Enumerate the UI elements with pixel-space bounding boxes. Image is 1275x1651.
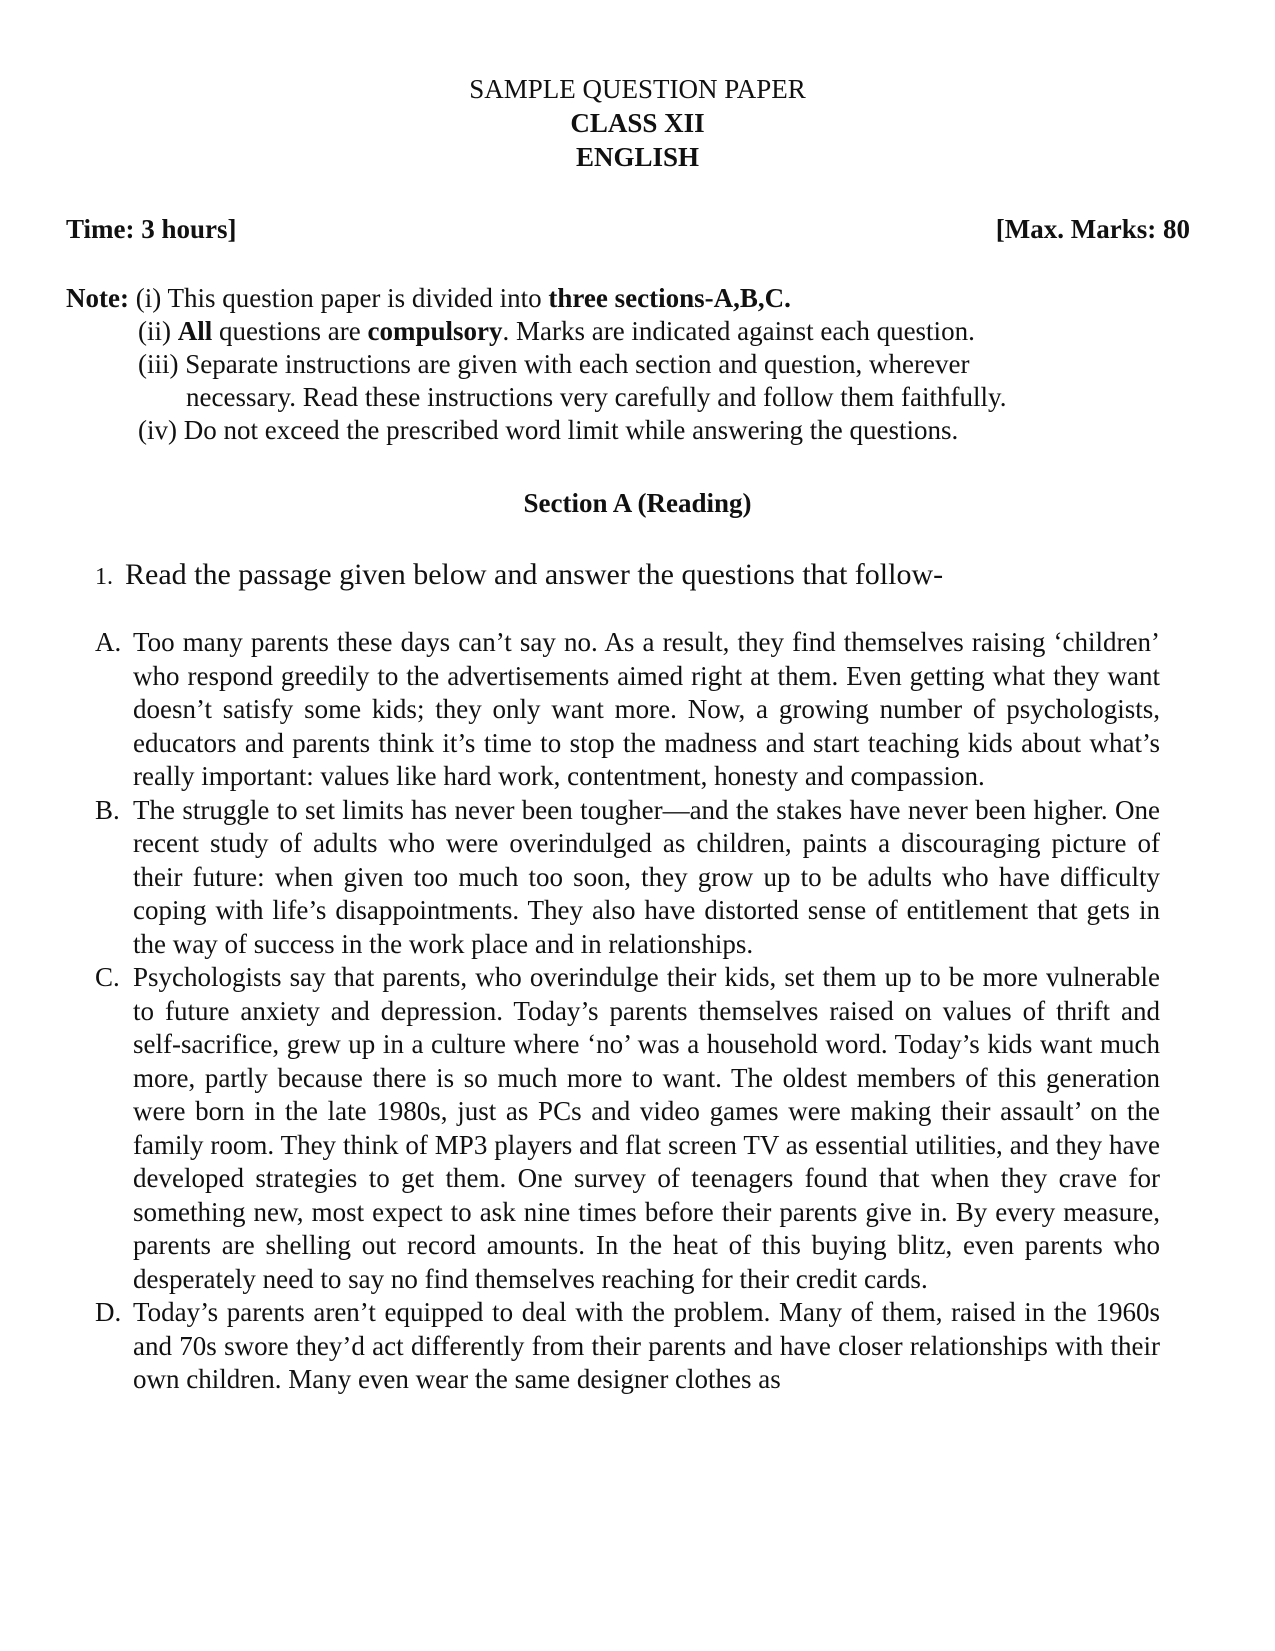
- note-item-iii-line1: (iii) Separate instructions are given with each section and question, wherever: [138, 349, 970, 379]
- note-item-iv: (iv) Do not exceed the prescribed word limit while answering the questions.: [138, 415, 959, 445]
- note-label: Note:: [66, 283, 129, 313]
- paragraph-label: B.: [95, 794, 120, 825]
- question-1: [95, 558, 943, 592]
- paragraph-text: Too many parents these days can’t say no. As a result, they find themselves raising ‘children’ who respond greedily to the advertisements aimed right at them. Even getting what they want doesn’t satisfy some kids; they only want more. Now, a growing number of psychologists, educators and parents think it’s time to stop the madness and start teaching kids about what’s really important: values like hard work, contentment, honesty and compassion.: [133, 627, 1160, 791]
- note-item-ii: [66, 315, 1166, 348]
- instructions-note: [66, 282, 1166, 447]
- section-heading: Section A (Reading): [523, 488, 752, 518]
- paragraph-text: The struggle to set limits has never been tougher—and the stakes have never been higher. One recent study of adults who were overindulged as children, paints a discouraging picture of their future: when given too much too soon, they grow up to be adults who have difficulty coping with life’s disappointments. They also have distorted sense of entitlement that gets in the way of success in the work place and in relationships.: [133, 794, 1160, 959]
- note-ii-bold-all: All: [177, 316, 213, 346]
- paragraph-label: A.: [95, 627, 122, 657]
- note-ii-bold-compulsory: compulsory: [367, 316, 503, 346]
- time-label: Time: 3 hours]: [66, 214, 237, 244]
- note-ii-prefix: (ii): [138, 316, 178, 346]
- paragraph-text: Today’s parents aren’t equipped to deal with the problem. Many of them, raised in the 1960s and 70s swore they’d act differently from their parents and have closer relationships with their own children. Many even wear the same designer clothes as: [133, 1297, 1160, 1394]
- max-marks-label: [Max. Marks: 80: [995, 214, 1190, 244]
- paper-header: [0, 72, 1275, 174]
- paragraph-label: C.: [95, 962, 120, 992]
- note-item-iii-line2: necessary. Read these instructions very carefully and follow them faithfully.: [186, 382, 1007, 412]
- paragraph-label: D.: [95, 1297, 122, 1327]
- note-i-text: (i) This question paper is divided into: [135, 283, 549, 313]
- paragraph-text: Psychologists say that parents, who overindulge their kids, set them up to be more vulnerable to future anxiety and depression. Today’s parents themselves raised on values of thrift and self-sacrifice, grew up in a culture where ‘no’ was a household word. Today’s kids want much more, partly because there is so much more to want. The oldest members of this generation were born in the late 1980s, just as PCs and video games were making their assault’ on the family room. They think of MP3 players and flat screen TV as essential utilities, and they have developed strategies to get them. One survey of teenagers found that when they crave for something new, most expect to ask nine times before their parents give in. By every measure, parents are shelling out record amounts. In the heat of this buying blitz, even parents who desperately need to say no find themselves reaching for their credit cards.: [133, 962, 1160, 1294]
- question-text: Read the passage given below and answer the questions that follow-: [125, 558, 944, 591]
- note-item-i: [66, 282, 1166, 315]
- passage-paragraph-d: [95, 1296, 1160, 1397]
- question-number: 1.: [95, 564, 113, 590]
- paper-title: SAMPLE QUESTION PAPER: [469, 74, 806, 104]
- passage-paragraph-a: [95, 626, 1160, 794]
- note-ii-mid: questions are: [212, 316, 368, 346]
- note-i-bold: three sections-A,B,C.: [548, 283, 791, 313]
- reading-passage: [95, 626, 1160, 1397]
- note-ii-suffix: . Marks are indicated against each question.: [502, 316, 975, 346]
- passage-paragraph-b: [95, 794, 1160, 962]
- passage-paragraph-c: [95, 961, 1160, 1296]
- subject-label: ENGLISH: [575, 142, 700, 172]
- class-label: CLASS XII: [570, 108, 705, 138]
